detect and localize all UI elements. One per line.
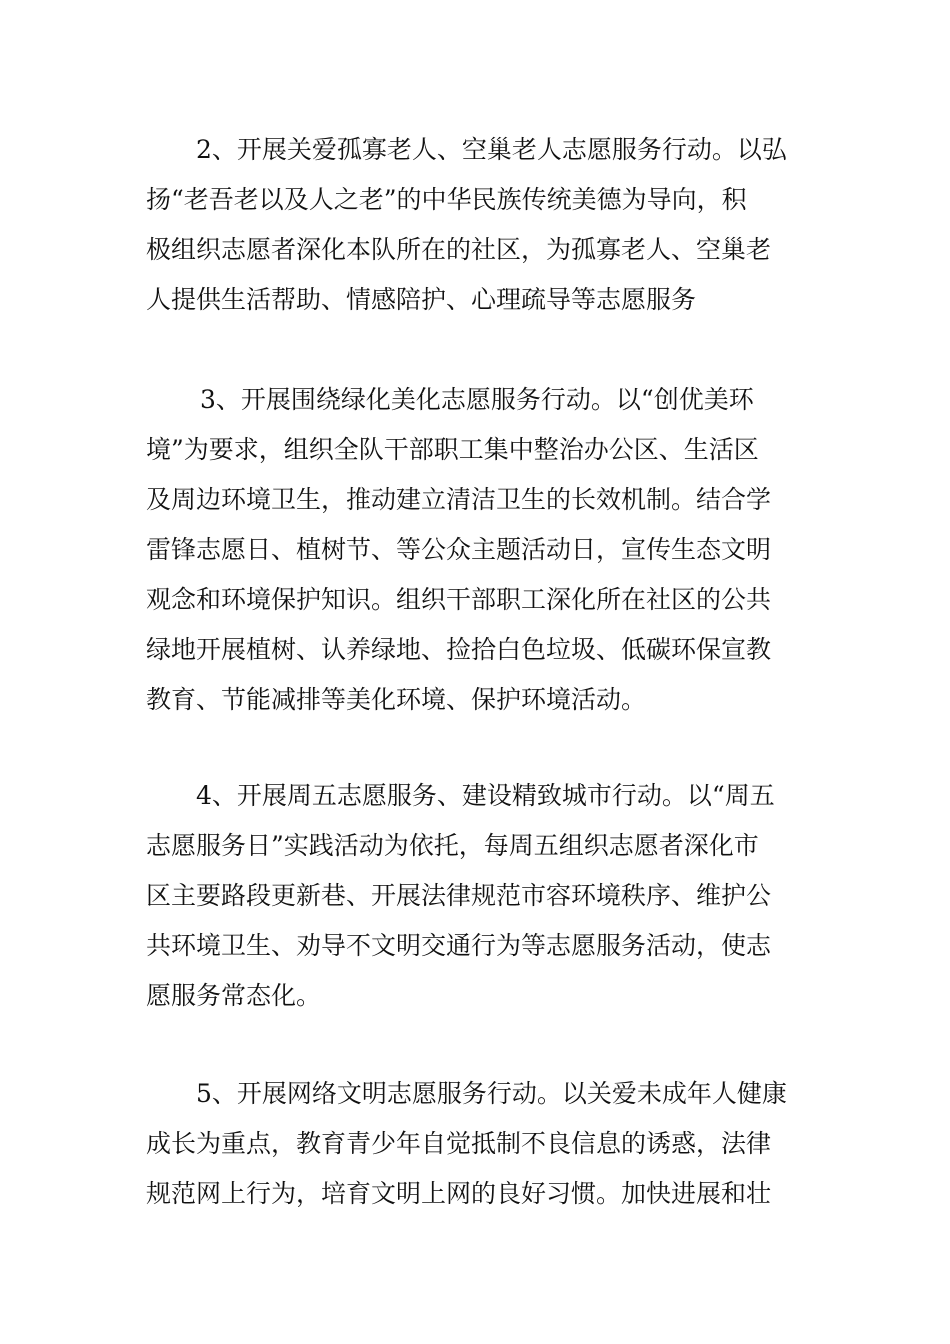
paragraph-line: 4、开展周五志愿服务、建设精致城市行动。以“周五 xyxy=(196,781,775,810)
paragraph-3-greening xyxy=(146,375,806,725)
paragraph-line: 3、开展围绕绿化美化志愿服务行动。以“创优美环 xyxy=(200,385,754,414)
paragraph-line: 雷锋志愿日、植树节、等公众主题活动日，宣传生态文明 xyxy=(146,535,772,564)
paragraph-line: 绿地开展植树、认养绿地、捡拾白色垃圾、低碳环保宣教 xyxy=(146,635,772,664)
paragraph-line: 境”为要求，组织全队干部职工集中整治办公区、生活区 xyxy=(146,435,759,464)
paragraph-2-elderly-care xyxy=(146,125,806,325)
paragraph-line: 极组织志愿者深化本队所在的社区，为孤寡老人、空巢老 xyxy=(146,235,772,264)
paragraph-line: 志愿服务日”实践活动为依托，每周五组织志愿者深化市 xyxy=(146,831,759,860)
paragraph-line: 共环境卫生、劝导不文明交通行为等志愿服务活动，使志 xyxy=(146,931,772,960)
paragraph-line: 观念和环境保护知识。组织干部职工深化所在社区的公共 xyxy=(146,585,772,614)
paragraph-line: 区主要路段更新巷、开展法律规范市容环境秩序、维护公 xyxy=(146,881,772,910)
paragraph-4-friday-service xyxy=(146,771,806,1021)
paragraph-line: 教育、节能减排等美化环境、保护环境活动。 xyxy=(146,685,647,714)
paragraph-line: 成长为重点，教育青少年自觉抵制不良信息的诱惑，法律 xyxy=(146,1129,772,1158)
paragraph-line: 及周边环境卫生，推动建立清洁卫生的长效机制。结合学 xyxy=(146,485,772,514)
paragraph-line: 规范网上行为，培育文明上网的良好习惯。加快进展和壮 xyxy=(146,1179,772,1208)
paragraph-line: 2、开展关爱孤寡老人、空巢老人志愿服务行动。以弘 xyxy=(196,135,787,164)
paragraph-line: 人提供生活帮助、情感陪护、心理疏导等志愿服务 xyxy=(146,285,697,314)
paragraph-line: 扬“老吾老以及人之老”的中华民族传统美德为导向，积 xyxy=(146,185,747,214)
paragraph-line: 愿服务常态化。 xyxy=(146,981,322,1010)
paragraph-5-internet-civility xyxy=(146,1069,806,1219)
paragraph-line: 5、开展网络文明志愿服务行动。以关爱未成年人健康 xyxy=(196,1079,787,1108)
